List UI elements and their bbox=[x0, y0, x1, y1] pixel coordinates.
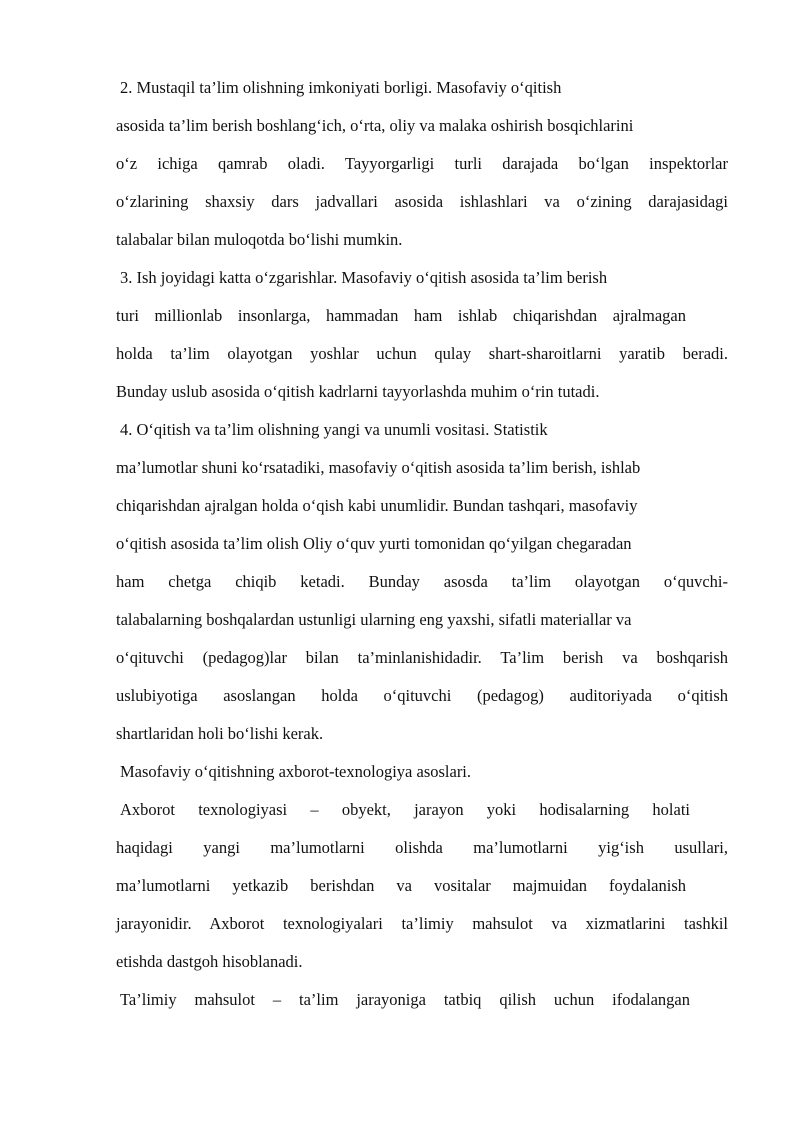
text-line: talabalarning boshqalardan ustunligi ularning eng yaxshi, sifatli materiallar va bbox=[116, 610, 632, 629]
text-line: etishda dastgoh hisoblanadi. bbox=[116, 952, 303, 971]
text-line: haqidagi yangi ma’lumotlarni olishda ma’lumotlarni yig‘ish usullari, bbox=[116, 838, 728, 857]
text-line: turi millionlab insonlarga, hammadan ham ishlab chiqarishdan ajralmagan bbox=[116, 306, 686, 325]
text-line: Bunday uslub asosida o‘qitish kadrlarni tayyorlashda muhim o‘rin tutadi. bbox=[116, 382, 600, 401]
text-line: o‘z ichiga qamrab oladi. Tayyorgarligi turli darajada bo‘lgan inspektorlar bbox=[116, 154, 728, 173]
text-line: ham chetga chiqib ketadi. Bunday asosda ta’lim olayotgan o‘quvchi- bbox=[116, 572, 728, 591]
text-line: ma’lumotlar shuni ko‘rsatadiki, masofaviy o‘qitish asosida ta’lim berish, ishlab bbox=[116, 458, 641, 477]
text-line: o‘qituvchi (pedagog)lar bilan ta’minlanishidadir. Ta’lim berish va boshqarish bbox=[116, 648, 728, 667]
text-line: ma’lumotlarni yetkazib berishdan va vositalar majmuidan foydalanish bbox=[116, 876, 686, 895]
text-line: Ta’limiy mahsulot – ta’lim jarayoniga tatbiq qilish uchun ifodalangan bbox=[120, 990, 690, 1009]
text-line: holda ta’lim olayotgan yoshlar uchun qulay shart-sharoitlarni yaratib beradi. bbox=[116, 344, 728, 363]
text-line: chiqarishdan ajralgan holda o‘qish kabi unumlidir. Bundan tashqari, masofaviy bbox=[116, 496, 638, 515]
text-line: Axborot texnologiyasi – obyekt, jarayon yoki hodisalarning holati bbox=[120, 800, 690, 819]
text-line: 3. Ish joyidagi katta o‘zgarishlar. Masofaviy o‘qitish asosida ta’lim berish bbox=[120, 268, 608, 287]
text-line: 2. Mustaqil ta’lim olishning imkoniyati borligi. Masofaviy o‘qitish bbox=[120, 78, 562, 97]
text-line: shartlaridan holi bo‘lishi kerak. bbox=[116, 724, 324, 743]
text-line: Masofaviy o‘qitishning axborot-texnologiya asoslari. bbox=[120, 762, 472, 781]
text-line: uslubiyotiga asoslangan holda o‘qituvchi (pedagog) auditoriyada o‘qitish bbox=[116, 686, 728, 705]
text-line: 4. O‘qitish va ta’lim olishning yangi va unumli vositasi. Statistik bbox=[120, 420, 548, 439]
text-line: o‘qitish asosida ta’lim olish Oliy o‘quv yurti tomonidan qo‘yilgan chegaradan bbox=[116, 534, 632, 553]
text-line: talabalar bilan muloqotda bo‘lishi mumkin. bbox=[116, 230, 403, 249]
text-line: o‘zlarining shaxsiy dars jadvallari asosida ishlashlari va o‘zining darajasidagi bbox=[116, 192, 728, 211]
text-line: jarayonidir. Axborot texnologiyalari ta’limiy mahsulot va xizmatlarini tashkil bbox=[116, 914, 728, 933]
text-line: asosida ta’lim berish boshlang‘ich, o‘rta, oliy va malaka oshirish bosqichlarini bbox=[116, 116, 634, 135]
